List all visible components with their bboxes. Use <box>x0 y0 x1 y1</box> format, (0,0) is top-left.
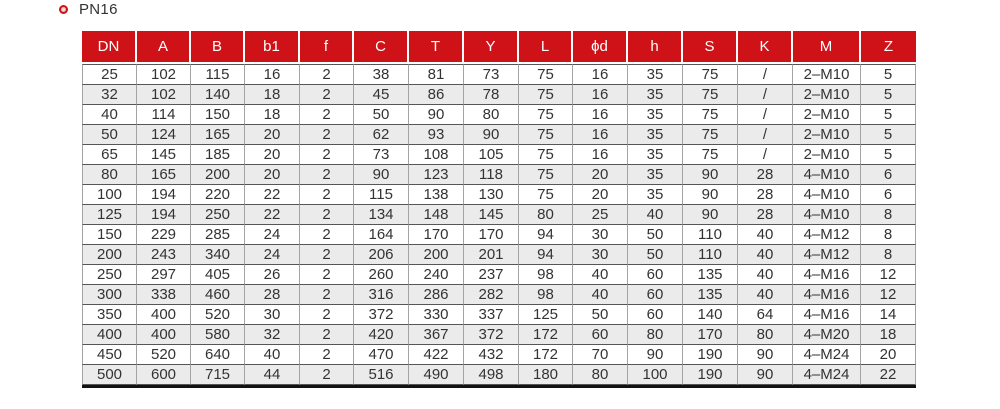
table-cell: 35 <box>628 105 683 125</box>
table-row <box>82 245 916 265</box>
table-cell: 140 <box>191 85 245 105</box>
table-cell: 86 <box>409 85 464 105</box>
table-cell: 16 <box>573 105 628 125</box>
table-cell: 520 <box>191 305 245 325</box>
table-cell: 2 <box>300 265 354 285</box>
table-cell: 73 <box>354 145 409 165</box>
column-header: C <box>354 31 409 64</box>
table-row <box>82 265 916 285</box>
table-cell: 2 <box>300 225 354 245</box>
table-cell: 164 <box>354 225 409 245</box>
table-cell: 40 <box>738 285 793 305</box>
table-cell: 24 <box>245 225 300 245</box>
table-row <box>82 125 916 145</box>
table-cell: 200 <box>82 245 137 265</box>
table-row <box>82 205 916 225</box>
table-cell: 28 <box>738 205 793 225</box>
table-row <box>82 305 916 325</box>
table-cell: 125 <box>519 305 573 325</box>
table-cell: 2 <box>300 245 354 265</box>
table-cell: 80 <box>82 165 137 185</box>
table-cell: 80 <box>628 325 683 345</box>
table-cell: 135 <box>683 265 738 285</box>
table-cell: 240 <box>409 265 464 285</box>
table-body <box>82 64 916 385</box>
table-cell: 75 <box>683 125 738 145</box>
table-cell: 297 <box>137 265 191 285</box>
table-cell: 237 <box>464 265 519 285</box>
table-cell: 130 <box>464 185 519 205</box>
table-cell: 4–M16 <box>793 305 861 325</box>
table-cell: 35 <box>628 185 683 205</box>
table-cell: 75 <box>519 145 573 165</box>
table-cell: 2 <box>300 145 354 165</box>
table-cell: 338 <box>137 285 191 305</box>
table-cell: 123 <box>409 165 464 185</box>
table-cell: 25 <box>573 205 628 225</box>
table-cell: 400 <box>137 325 191 345</box>
table-row <box>82 105 916 125</box>
table-cell: 148 <box>409 205 464 225</box>
column-header: f <box>300 31 354 64</box>
table-cell: 30 <box>573 245 628 265</box>
table-cell: 367 <box>409 325 464 345</box>
table-cell: 75 <box>683 64 738 85</box>
table-cell: 5 <box>861 105 916 125</box>
table-cell: 4–M10 <box>793 165 861 185</box>
table-row <box>82 165 916 185</box>
table-cell: 4–M12 <box>793 245 861 265</box>
table-cell: 60 <box>628 305 683 325</box>
table-cell: 6 <box>861 185 916 205</box>
table-cell: 64 <box>738 305 793 325</box>
table-cell: 20 <box>245 165 300 185</box>
table-cell: 250 <box>82 265 137 285</box>
table-cell: 50 <box>354 105 409 125</box>
table-cell: 80 <box>738 325 793 345</box>
table-cell: 422 <box>409 345 464 365</box>
table-cell: 4–M16 <box>793 265 861 285</box>
table-row <box>82 64 916 85</box>
table-cell: 229 <box>137 225 191 245</box>
table-cell: 2 <box>300 85 354 105</box>
table-cell: 18 <box>245 105 300 125</box>
table-cell: 172 <box>519 325 573 345</box>
table-cell: 170 <box>464 225 519 245</box>
table-row <box>82 285 916 305</box>
table-cell: 300 <box>82 285 137 305</box>
table-cell: 135 <box>683 285 738 305</box>
table-cell: 490 <box>409 365 464 385</box>
header-row <box>82 31 916 64</box>
table-cell: 400 <box>137 305 191 325</box>
table-cell: 75 <box>683 85 738 105</box>
table-cell: 145 <box>137 145 191 165</box>
table-cell: 40 <box>573 265 628 285</box>
table-cell: 40 <box>82 105 137 125</box>
table-row <box>82 345 916 365</box>
table-cell: 25 <box>82 64 137 85</box>
table-cell: 520 <box>137 345 191 365</box>
table-cell: 22 <box>245 185 300 205</box>
table-cell: 75 <box>519 125 573 145</box>
table-cell: 16 <box>245 64 300 85</box>
table-cell: 90 <box>683 205 738 225</box>
table-cell: 75 <box>519 185 573 205</box>
table-cell: 600 <box>137 365 191 385</box>
table-cell: 60 <box>628 285 683 305</box>
pn16-dimensions-table <box>82 31 916 388</box>
table-cell: 50 <box>628 245 683 265</box>
table-cell: 80 <box>573 365 628 385</box>
table-cell: 90 <box>409 105 464 125</box>
table-cell: 78 <box>464 85 519 105</box>
table-cell: 516 <box>354 365 409 385</box>
table-cell: 35 <box>628 64 683 85</box>
table-cell: 28 <box>245 285 300 305</box>
table-cell: 4–M24 <box>793 345 861 365</box>
table-cell: 90 <box>738 365 793 385</box>
column-header: M <box>793 31 861 64</box>
table-cell: 201 <box>464 245 519 265</box>
table-cell: 38 <box>354 64 409 85</box>
table-cell: 145 <box>464 205 519 225</box>
table-cell: 73 <box>464 64 519 85</box>
table-cell: 316 <box>354 285 409 305</box>
table-cell: 2 <box>300 285 354 305</box>
table-cell: 90 <box>738 345 793 365</box>
table-cell: / <box>738 85 793 105</box>
table-cell: 50 <box>628 225 683 245</box>
table-cell: 337 <box>464 305 519 325</box>
table-cell: 16 <box>573 85 628 105</box>
table-cell: 4–M20 <box>793 325 861 345</box>
table-cell: 5 <box>861 145 916 165</box>
table-cell: 260 <box>354 265 409 285</box>
table-cell: 8 <box>861 205 916 225</box>
table-cell: 134 <box>354 205 409 225</box>
table-cell: 2 <box>300 165 354 185</box>
table-cell: 165 <box>191 125 245 145</box>
table-cell: 60 <box>573 325 628 345</box>
table-cell: 12 <box>861 285 916 305</box>
table-cell: 498 <box>464 365 519 385</box>
table-cell: 150 <box>191 105 245 125</box>
table-cell: 90 <box>628 345 683 365</box>
table-cell: 65 <box>82 145 137 165</box>
table-cell: 110 <box>683 225 738 245</box>
table-cell: 500 <box>82 365 137 385</box>
table-cell: 32 <box>245 325 300 345</box>
table-cell: 100 <box>628 365 683 385</box>
table-cell: 14 <box>861 305 916 325</box>
table-cell: 60 <box>628 265 683 285</box>
table-cell: 4–M24 <box>793 365 861 385</box>
table-cell: 125 <box>82 205 137 225</box>
column-header: Z <box>861 31 916 64</box>
table-cell: 285 <box>191 225 245 245</box>
table-cell: 18 <box>245 85 300 105</box>
table-cell: 35 <box>628 165 683 185</box>
table-cell: / <box>738 105 793 125</box>
table-cell: 206 <box>354 245 409 265</box>
table-cell: 190 <box>683 345 738 365</box>
table-cell: 75 <box>519 165 573 185</box>
table-cell: / <box>738 145 793 165</box>
table-cell: 110 <box>683 245 738 265</box>
table-cell: 194 <box>137 205 191 225</box>
table-cell: 114 <box>137 105 191 125</box>
table-cell: 20 <box>573 185 628 205</box>
table-cell: 100 <box>82 185 137 205</box>
table-cell: 190 <box>683 365 738 385</box>
table-cell: / <box>738 125 793 145</box>
table-cell: 4–M16 <box>793 285 861 305</box>
table-cell: 6 <box>861 165 916 185</box>
column-header: A <box>137 31 191 64</box>
table-cell: 80 <box>519 205 573 225</box>
table-cell: 40 <box>628 205 683 225</box>
table-cell: 2–M10 <box>793 64 861 85</box>
table-cell: 30 <box>573 225 628 245</box>
table-cell: 250 <box>191 205 245 225</box>
table-cell: 420 <box>354 325 409 345</box>
table-cell: 2 <box>300 205 354 225</box>
table-cell: 40 <box>738 225 793 245</box>
table-row <box>82 225 916 245</box>
table-cell: 185 <box>191 145 245 165</box>
section-heading <box>59 0 118 18</box>
table-cell: 170 <box>683 325 738 345</box>
table-cell: 94 <box>519 245 573 265</box>
column-header: Y <box>464 31 519 64</box>
table-cell: 90 <box>464 125 519 145</box>
table-cell: 640 <box>191 345 245 365</box>
table-cell: 16 <box>573 145 628 165</box>
table-cell: 24 <box>245 245 300 265</box>
table-cell: 180 <box>519 365 573 385</box>
table-cell: 170 <box>409 225 464 245</box>
table-cell: 372 <box>464 325 519 345</box>
table-cell: 4–M10 <box>793 185 861 205</box>
table-cell: 165 <box>137 165 191 185</box>
table-cell: 90 <box>683 185 738 205</box>
table-cell: 32 <box>82 85 137 105</box>
table-cell: 150 <box>82 225 137 245</box>
table-cell: 20 <box>245 145 300 165</box>
table-cell: 40 <box>738 265 793 285</box>
table-cell: 8 <box>861 245 916 265</box>
table-cell: 20 <box>245 125 300 145</box>
table-cell: 22 <box>245 205 300 225</box>
table-cell: 75 <box>683 105 738 125</box>
table-cell: 16 <box>573 125 628 145</box>
table-cell: 93 <box>409 125 464 145</box>
section-title: PN16 <box>79 0 118 18</box>
table-cell: 2 <box>300 105 354 125</box>
table-cell: 2–M10 <box>793 85 861 105</box>
ring-bullet-icon <box>59 5 68 14</box>
table-cell: 75 <box>519 105 573 125</box>
table-cell: 50 <box>573 305 628 325</box>
table-row <box>82 325 916 345</box>
table-cell: 8 <box>861 225 916 245</box>
table-cell: 243 <box>137 245 191 265</box>
table-cell: 2 <box>300 125 354 145</box>
table-cell: 194 <box>137 185 191 205</box>
table-cell: 12 <box>861 265 916 285</box>
table-cell: 2–M10 <box>793 145 861 165</box>
table-cell: 70 <box>573 345 628 365</box>
table-cell: 2–M10 <box>793 125 861 145</box>
table-cell: 2 <box>300 185 354 205</box>
table-cell: 20 <box>573 165 628 185</box>
table-cell: 50 <box>82 125 137 145</box>
column-header: DN <box>82 31 137 64</box>
table-cell: 220 <box>191 185 245 205</box>
column-header: ϕd <box>573 31 628 64</box>
table-cell: 2 <box>300 325 354 345</box>
column-header: S <box>683 31 738 64</box>
table-cell: 22 <box>861 365 916 385</box>
table-cell: 62 <box>354 125 409 145</box>
table-cell: 90 <box>683 165 738 185</box>
table-cell: 98 <box>519 265 573 285</box>
table-cell: 2 <box>300 345 354 365</box>
table-cell: 90 <box>354 165 409 185</box>
table-cell: 40 <box>573 285 628 305</box>
table-cell: 35 <box>628 145 683 165</box>
table-cell: 2 <box>300 305 354 325</box>
table-cell: 4–M12 <box>793 225 861 245</box>
table-row <box>82 365 916 385</box>
table-cell: 282 <box>464 285 519 305</box>
table-cell: 18 <box>861 325 916 345</box>
table-cell: 44 <box>245 365 300 385</box>
table-cell: 115 <box>354 185 409 205</box>
table-cell: 340 <box>191 245 245 265</box>
table-cell: 200 <box>191 165 245 185</box>
table-cell: 350 <box>82 305 137 325</box>
table-cell: 26 <box>245 265 300 285</box>
table-cell: 4–M10 <box>793 205 861 225</box>
table-cell: 118 <box>464 165 519 185</box>
table-cell: 81 <box>409 64 464 85</box>
table-cell: 400 <box>82 325 137 345</box>
table-cell: 40 <box>738 245 793 265</box>
table-cell: 28 <box>738 185 793 205</box>
table-cell: 108 <box>409 145 464 165</box>
table-cell: 172 <box>519 345 573 365</box>
table-cell: 715 <box>191 365 245 385</box>
table-cell: / <box>738 64 793 85</box>
column-header: K <box>738 31 793 64</box>
column-header: h <box>628 31 683 64</box>
table-cell: 460 <box>191 285 245 305</box>
table-cell: 98 <box>519 285 573 305</box>
table-cell: 450 <box>82 345 137 365</box>
table-cell: 124 <box>137 125 191 145</box>
table-cell: 330 <box>409 305 464 325</box>
table-cell: 30 <box>245 305 300 325</box>
table-cell: 102 <box>137 64 191 85</box>
table-row <box>82 145 916 165</box>
table-cell: 75 <box>519 85 573 105</box>
table-cell: 405 <box>191 265 245 285</box>
table-row <box>82 185 916 205</box>
table-cell: 115 <box>191 64 245 85</box>
table-cell: 45 <box>354 85 409 105</box>
table-cell: 75 <box>519 64 573 85</box>
column-header: b1 <box>245 31 300 64</box>
table-cell: 28 <box>738 165 793 185</box>
table-cell: 432 <box>464 345 519 365</box>
table-cell: 35 <box>628 125 683 145</box>
table-cell: 372 <box>354 305 409 325</box>
table-cell: 2 <box>300 365 354 385</box>
table-row <box>82 85 916 105</box>
table-cell: 140 <box>683 305 738 325</box>
table-cell: 94 <box>519 225 573 245</box>
table-cell: 105 <box>464 145 519 165</box>
table-cell: 2–M10 <box>793 105 861 125</box>
table-cell: 75 <box>683 145 738 165</box>
table-cell: 2 <box>300 64 354 85</box>
table-cell: 5 <box>861 125 916 145</box>
column-header: L <box>519 31 573 64</box>
table-cell: 286 <box>409 285 464 305</box>
table-cell: 470 <box>354 345 409 365</box>
column-header: B <box>191 31 245 64</box>
table-cell: 5 <box>861 85 916 105</box>
table-cell: 20 <box>861 345 916 365</box>
table-cell: 138 <box>409 185 464 205</box>
table-head <box>82 31 916 64</box>
table-cell: 102 <box>137 85 191 105</box>
table-cell: 580 <box>191 325 245 345</box>
table-cell: 16 <box>573 64 628 85</box>
table-cell: 80 <box>464 105 519 125</box>
table-cell: 200 <box>409 245 464 265</box>
column-header: T <box>409 31 464 64</box>
table-cell: 40 <box>245 345 300 365</box>
table-cell: 35 <box>628 85 683 105</box>
table-cell: 5 <box>861 64 916 85</box>
